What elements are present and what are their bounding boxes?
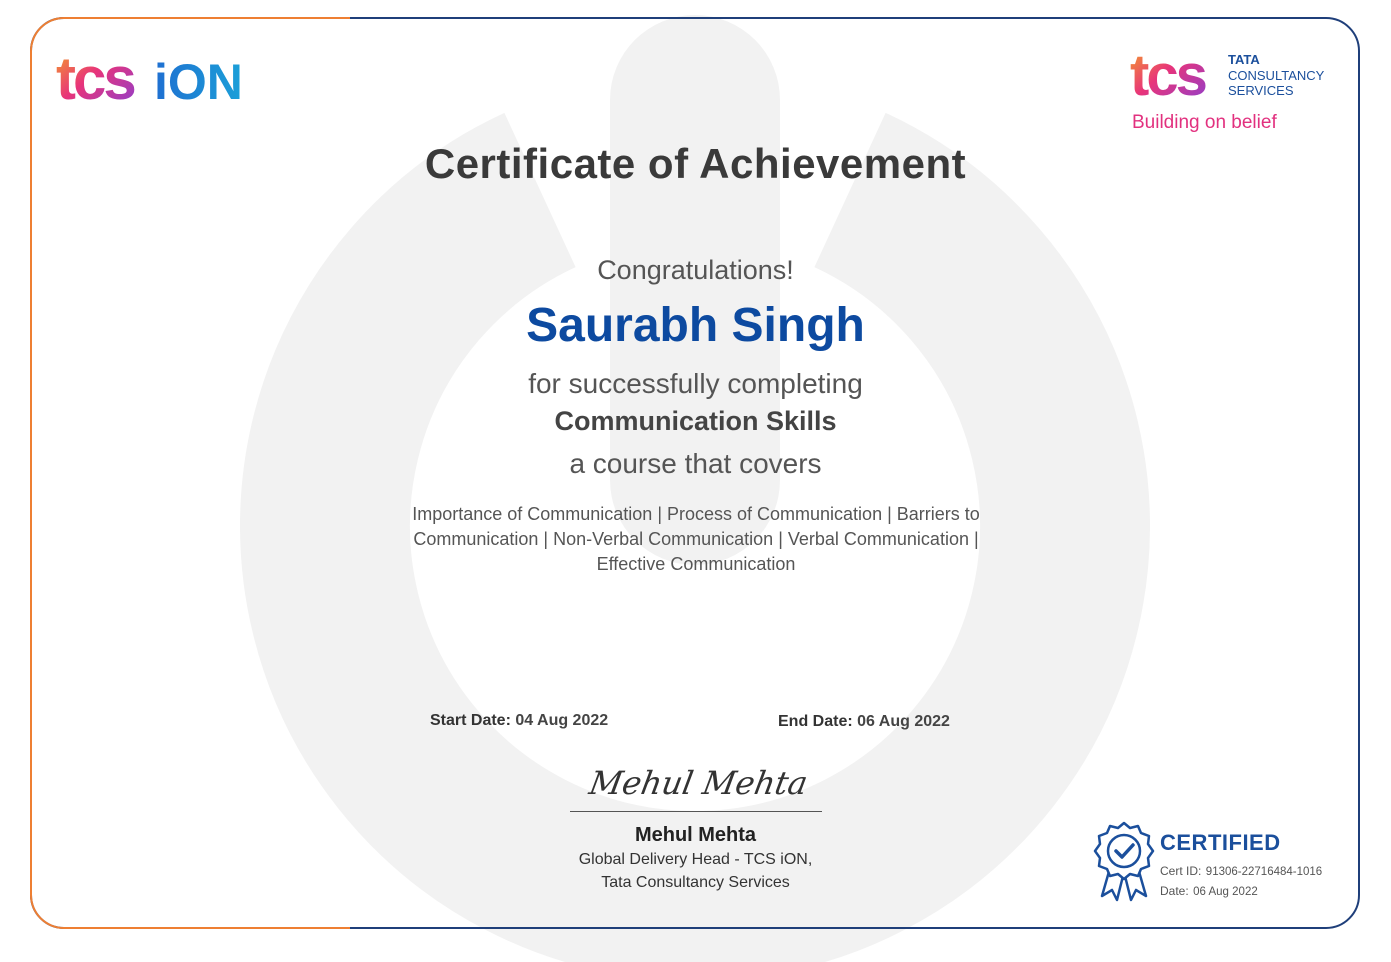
svg-text:tcs: tcs	[1130, 43, 1205, 102]
signatory-company: Tata Consultancy Services	[601, 874, 790, 891]
topics-line: Effective Communication	[596, 554, 796, 574]
certified-badge-icon	[1092, 820, 1156, 902]
signatory-role: Global Delivery Head - TCS iON,	[578, 851, 813, 868]
certified-label: CERTIFIED	[1160, 830, 1281, 855]
tcs-ion-logo	[56, 42, 286, 112]
start-date-value: 04 Aug 2022	[515, 712, 609, 729]
recipient-name: Saurabh Singh	[526, 299, 865, 352]
cert-id-value: 91306-22716484-1016	[1205, 866, 1323, 878]
tcs-tagline: Building on belief	[1132, 112, 1277, 133]
svg-text:Mehul Mehta: Mehul Mehta	[586, 764, 811, 802]
signatory-name: Mehul Mehta	[634, 824, 757, 846]
end-date	[778, 713, 950, 731]
tcs-logo-line3: SERVICES	[1228, 83, 1294, 98]
tcs-ion-logo-tcs: tcs	[56, 45, 134, 112]
end-date-value: 06 Aug 2022	[857, 713, 950, 730]
cert-date-value: 06 Aug 2022	[1193, 886, 1258, 898]
topics-line: Importance of Communication | Process of Communication | Barriers to	[412, 504, 980, 524]
signature	[570, 752, 822, 808]
course-topics	[360, 502, 1032, 577]
completion-text: for successfully completing	[528, 368, 863, 399]
topics-line: Communication | Non-Verbal Communication | Verbal Communication |	[413, 529, 979, 549]
cert-date	[1160, 882, 1258, 900]
tcs-logo-line2: CONSULTANCY	[1228, 68, 1325, 83]
cert-date-label: Date:	[1160, 884, 1189, 898]
end-date-label: End Date:	[778, 713, 853, 730]
covers-text: a course that covers	[569, 448, 822, 479]
signature-line	[570, 811, 822, 812]
start-date-label: Start Date:	[430, 712, 511, 729]
start-date	[430, 712, 608, 730]
tcs-logo	[1130, 40, 1340, 140]
cert-id-label: Cert ID:	[1160, 864, 1202, 878]
congrats-text: Congratulations!	[597, 255, 794, 285]
certificate-title: Certificate of Achievement	[424, 140, 967, 187]
tcs-ion-logo-ion: iON	[154, 54, 243, 110]
cert-id	[1160, 862, 1322, 880]
tcs-logo-mark	[1130, 40, 1230, 102]
course-name: Communication Skills	[554, 406, 837, 436]
tcs-logo-line1: TATA	[1228, 52, 1260, 67]
